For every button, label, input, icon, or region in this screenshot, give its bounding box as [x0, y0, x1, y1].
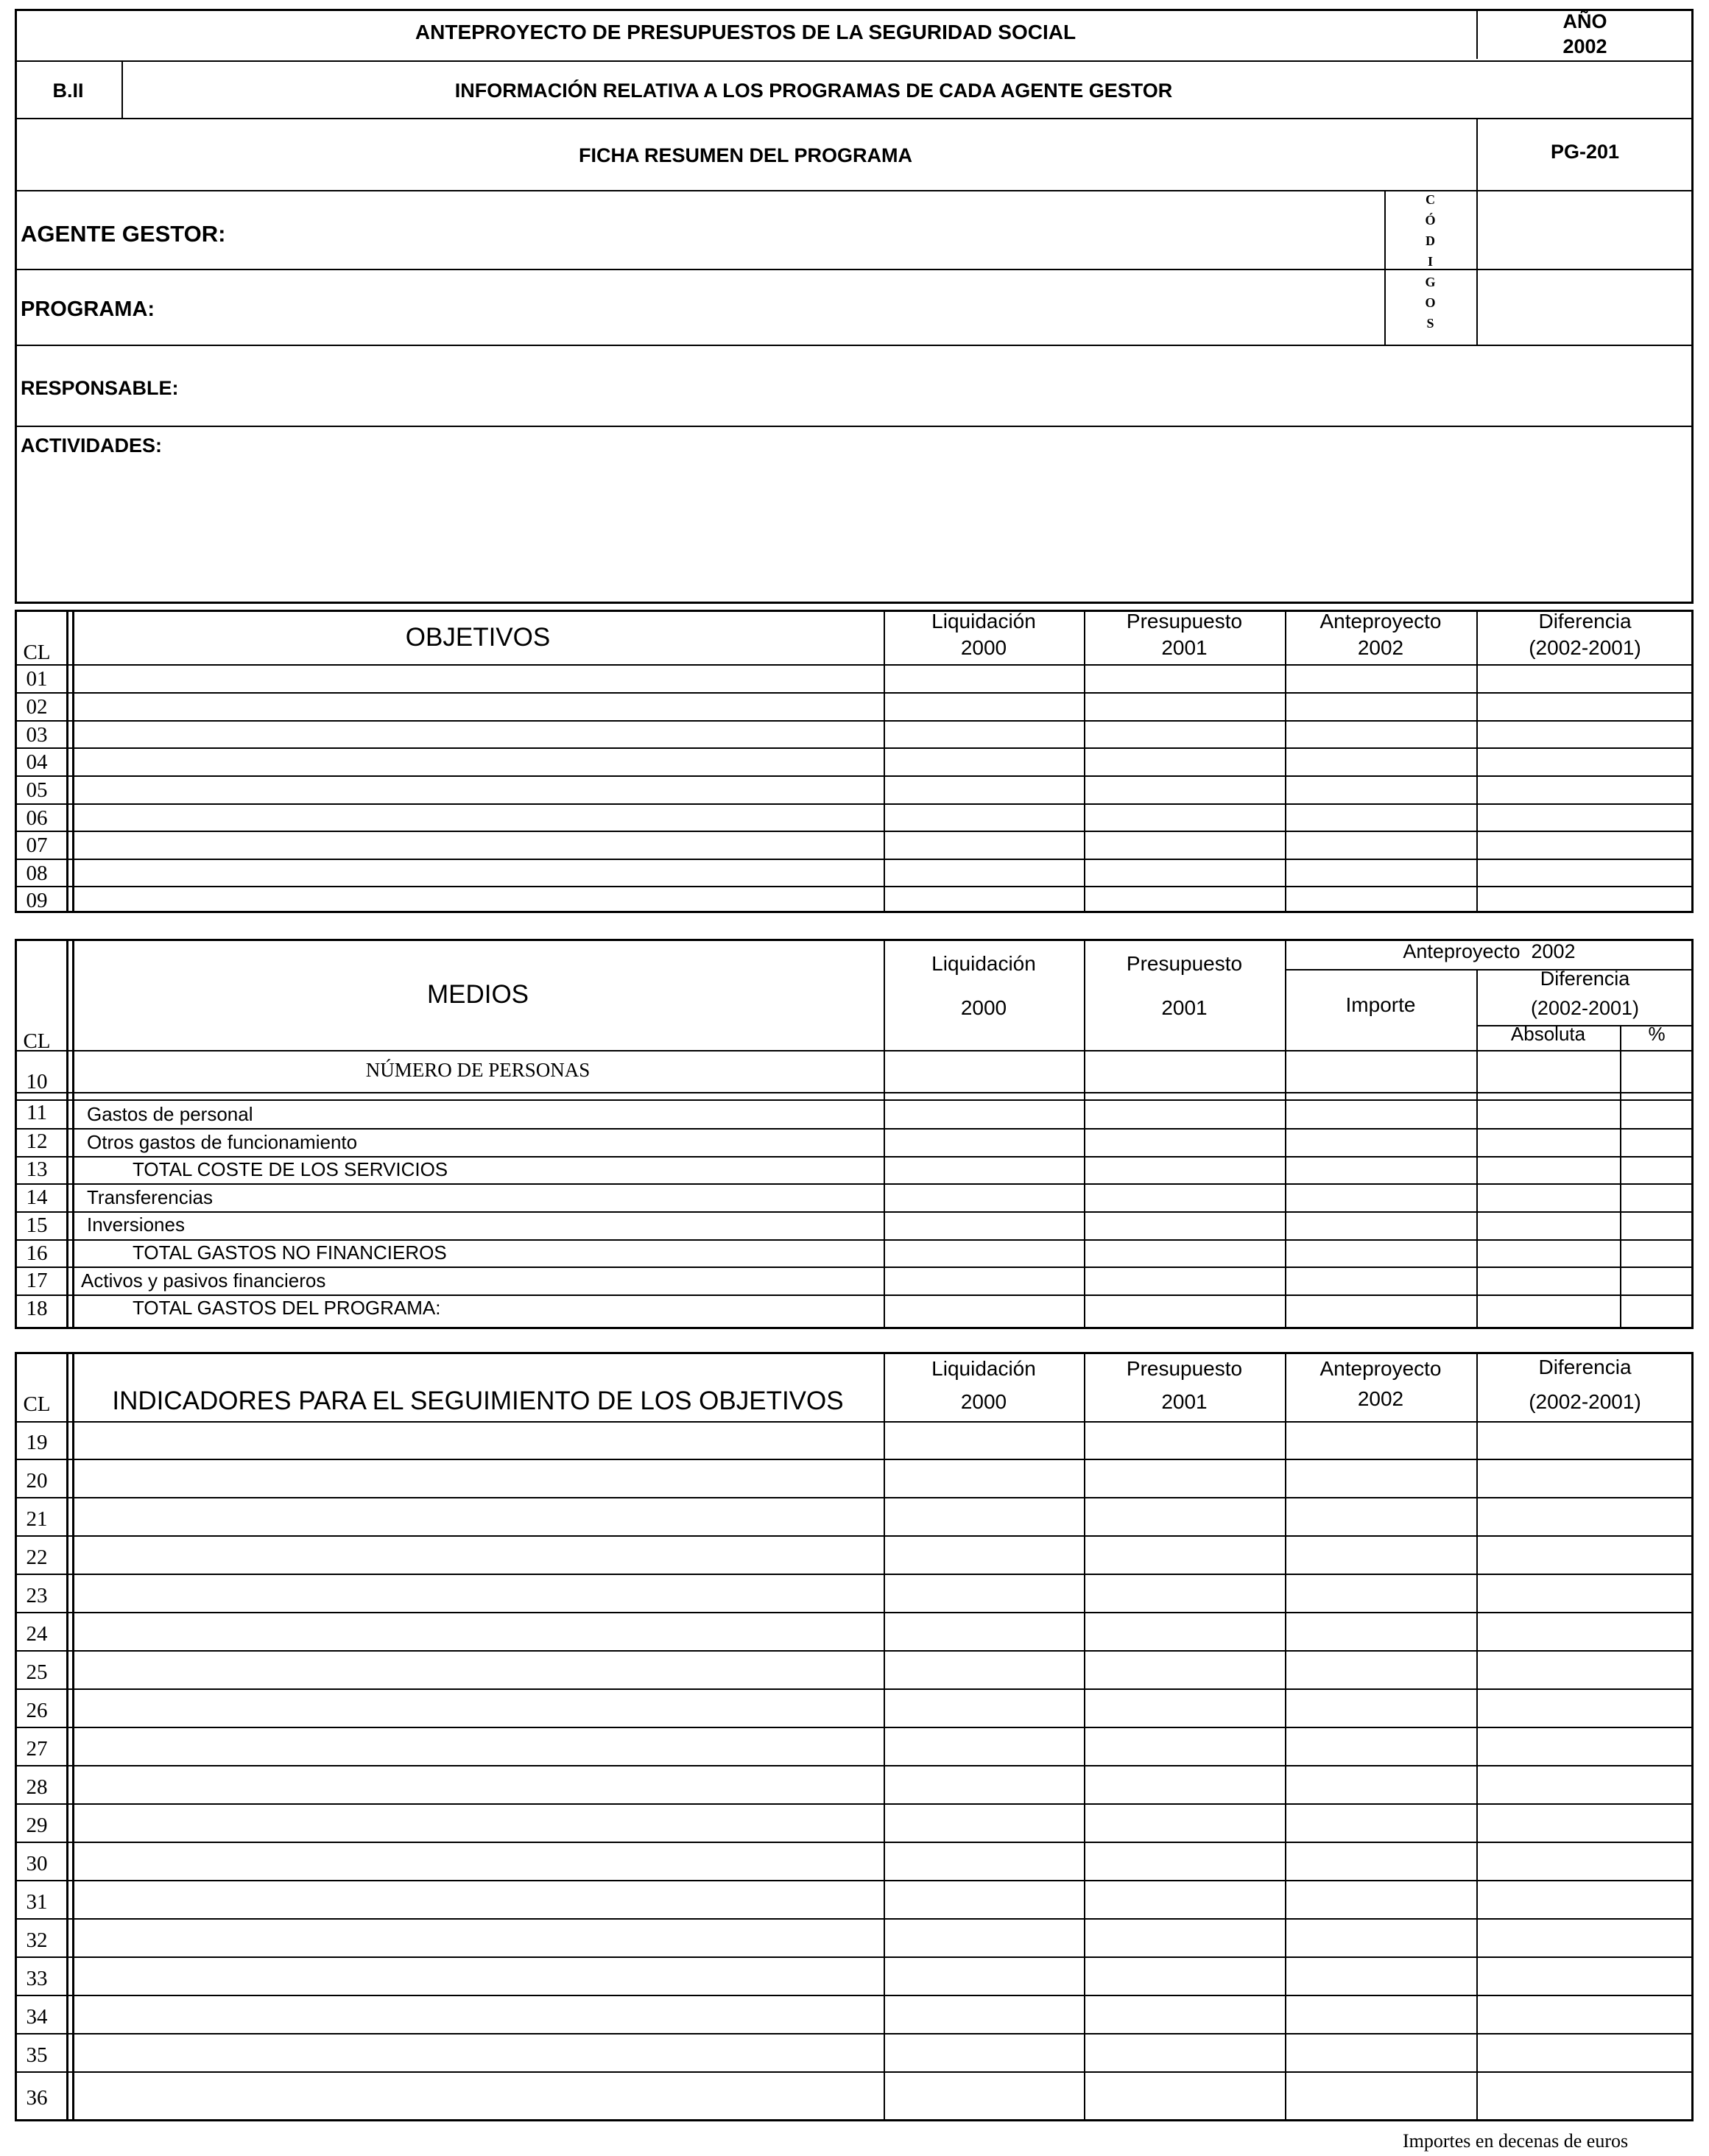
divider [15, 1211, 1694, 1213]
divider [15, 1880, 1694, 1881]
objetivos-col-presupuesto: Presupuesto 2001 [1126, 610, 1243, 660]
table-row-code: 01 [26, 667, 48, 691]
table-row-code: 23 [26, 1584, 48, 1607]
table-row-code: 04 [26, 750, 48, 774]
year-value: 2002 [1562, 35, 1607, 57]
divider [15, 426, 1694, 427]
divider [15, 1803, 1694, 1805]
divider [15, 1459, 1694, 1460]
footer-note: Importes en decenas de euros [1403, 2130, 1629, 2152]
divider [15, 345, 1694, 346]
numero-de-personas-label: NÚMERO DE PERSONAS [365, 1059, 591, 1081]
table-row-code: 09 [26, 889, 48, 912]
divider [72, 610, 74, 913]
codigos-label: C Ó D I G O S [1425, 192, 1436, 331]
table-row-code: 19 [26, 1431, 48, 1454]
divider [15, 803, 1694, 805]
divider [15, 1267, 1694, 1268]
divider [884, 1352, 885, 2121]
indicadores-col-liquidacion-year: 2000 [960, 1390, 1007, 1413]
indicadores-col-anteproyecto: Anteproyecto [1319, 1357, 1442, 1380]
divider [15, 1099, 1694, 1101]
indicadores-col-presupuesto: Presupuesto [1126, 1357, 1243, 1380]
divider [15, 1842, 1694, 1843]
actividades-label: ACTIVIDADES: [21, 434, 163, 457]
medios-col-liquidacion: Liquidación [931, 952, 1036, 975]
medios-row-label: Transferencias [87, 1186, 213, 1208]
medios-row-label: TOTAL COSTE DE LOS SERVICIOS [133, 1158, 448, 1180]
divider [15, 1956, 1694, 1958]
table-row-code: 17 [26, 1269, 48, 1292]
table-row-code: 07 [26, 834, 48, 857]
divider [15, 1421, 1694, 1423]
divider [15, 1995, 1694, 1996]
table-row-code: 03 [26, 723, 48, 747]
divider [15, 1727, 1694, 1728]
medios-row-label: Otros gastos de funcionamiento [87, 1131, 358, 1153]
divider [1620, 1025, 1621, 1329]
table-row-code: 12 [26, 1130, 48, 1153]
divider [1476, 190, 1478, 345]
divider [15, 1688, 1694, 1690]
medios-col-presupuesto-year: 2001 [1161, 996, 1208, 1019]
table-row-code: 24 [26, 1622, 48, 1646]
divider [15, 831, 1694, 832]
document-title: ANTEPROYECTO DE PRESUPUESTOS DE LA SEGURIDAD SOCIAL [415, 21, 1077, 43]
table-row-code: 22 [26, 1546, 48, 1569]
divider [15, 1535, 1694, 1537]
divider [15, 1050, 1694, 1051]
divider [15, 2071, 1694, 2073]
indicadores-table [15, 1352, 1694, 2121]
table-row-code: 10 [26, 1070, 48, 1093]
table-row-code: 08 [26, 862, 48, 885]
table-row-code: 33 [26, 1967, 48, 1990]
divider [15, 2033, 1694, 2035]
divider [15, 859, 1694, 860]
divider [15, 747, 1694, 749]
divider [15, 190, 1694, 191]
medios-row-label: Inversiones [87, 1213, 185, 1236]
divider [1476, 1352, 1478, 2121]
table-row-code: 32 [26, 1928, 48, 1952]
objetivos-col-anteproyecto: Anteproyecto 2002 [1319, 610, 1442, 660]
divider [15, 1650, 1694, 1652]
divider [15, 60, 1694, 62]
divider [1084, 1352, 1085, 2121]
table-row-code: 36 [26, 2086, 48, 2110]
year-label: AÑO [1562, 10, 1607, 32]
indicadores-col-anteproyecto-year: 2002 [1357, 1387, 1404, 1410]
divider [66, 610, 68, 913]
divider [15, 1183, 1694, 1185]
table-row-code: 18 [26, 1297, 48, 1320]
indicadores-title: INDICADORES PARA EL SEGUIMIENTO DE LOS OBJETIVOS [112, 1387, 844, 1415]
section-code: B.II [52, 80, 84, 102]
table-row-code: 15 [26, 1213, 48, 1237]
divider [66, 939, 68, 1329]
medios-col-presupuesto: Presupuesto [1126, 952, 1243, 975]
medios-anteproyecto-group: Anteproyecto 2002 [1403, 940, 1576, 962]
indicadores-col-presupuesto-year: 2001 [1161, 1390, 1208, 1413]
section-title: INFORMACIÓN RELATIVA A LOS PROGRAMAS DE CADA AGENTE GESTOR [454, 80, 1173, 102]
objetivos-title: OBJETIVOS [405, 623, 551, 652]
table-row-code: 28 [26, 1775, 48, 1799]
divider [15, 118, 1694, 119]
table-row-code: 13 [26, 1158, 48, 1181]
divider [1285, 1352, 1286, 2121]
table-row-code: 11 [27, 1101, 47, 1124]
medios-title: MEDIOS [426, 980, 529, 1009]
objetivos-col-diferencia: Diferencia (2002-2001) [1529, 610, 1641, 660]
divider [15, 1239, 1694, 1241]
divider [15, 775, 1694, 777]
table-row-code: 16 [26, 1241, 48, 1265]
table-row-code: 14 [26, 1186, 48, 1209]
programa-label: PROGRAMA: [21, 297, 155, 321]
table-row-code: 25 [26, 1660, 48, 1684]
divider [15, 1612, 1694, 1613]
divider [15, 1765, 1694, 1766]
form-title: FICHA RESUMEN DEL PROGRAMA [578, 144, 912, 166]
medios-col-diferencia: Diferencia [1540, 968, 1630, 990]
medios-col-percent: % [1648, 1023, 1666, 1045]
table-row-code: 02 [26, 695, 48, 719]
medios-col-diferencia-range: (2002-2001) [1530, 997, 1640, 1019]
table-row-code: 20 [26, 1469, 48, 1493]
divider [15, 1918, 1694, 1920]
medios-col-liquidacion-year: 2000 [960, 996, 1007, 1019]
medios-row-label: Gastos de personal [87, 1103, 253, 1125]
table-row-code: 05 [26, 778, 48, 802]
form-code: PG-201 [1550, 141, 1620, 163]
medios-col-absoluta: Absoluta [1510, 1023, 1586, 1045]
divider [15, 664, 1694, 666]
table-row-code: 30 [26, 1852, 48, 1875]
divider [66, 1352, 68, 2121]
divider [15, 1128, 1694, 1130]
divider [15, 1156, 1694, 1158]
divider [15, 692, 1694, 694]
indicadores-cl-label: CL [23, 1392, 51, 1416]
objetivos-cl-label: CL [23, 641, 51, 664]
divider [15, 1294, 1694, 1296]
medios-row-label: TOTAL GASTOS DEL PROGRAMA: [133, 1297, 441, 1319]
table-row-code: 29 [26, 1814, 48, 1837]
indicadores-col-liquidacion: Liquidación [931, 1357, 1036, 1380]
divider [15, 886, 1694, 887]
table-row-code: 21 [26, 1507, 48, 1531]
medios-row-label: TOTAL GASTOS NO FINANCIEROS [133, 1241, 447, 1264]
objetivos-col-liquidacion: Liquidación 2000 [931, 610, 1036, 660]
table-row-code: 35 [26, 2043, 48, 2067]
divider [72, 1352, 74, 2121]
table-row-code: 06 [26, 806, 48, 830]
divider [1476, 969, 1478, 1329]
medios-row-label: Activos y pasivos financieros [81, 1269, 326, 1292]
divider [15, 1092, 1694, 1093]
table-row-code: 27 [26, 1737, 48, 1761]
medios-col-importe: Importe [1345, 993, 1416, 1016]
divider [15, 1574, 1694, 1575]
indicadores-col-diferencia: Diferencia [1538, 1356, 1632, 1378]
responsable-label: RESPONSABLE: [21, 377, 179, 399]
medios-cl-label: CL [23, 1029, 51, 1053]
divider [15, 720, 1694, 722]
table-row-code: 34 [26, 2005, 48, 2029]
indicadores-col-diferencia-range: (2002-2001) [1529, 1390, 1641, 1413]
table-row-code: 31 [26, 1890, 48, 1914]
divider [15, 1497, 1694, 1498]
table-row-code: 26 [26, 1699, 48, 1722]
agente-gestor-label: AGENTE GESTOR: [21, 221, 226, 247]
